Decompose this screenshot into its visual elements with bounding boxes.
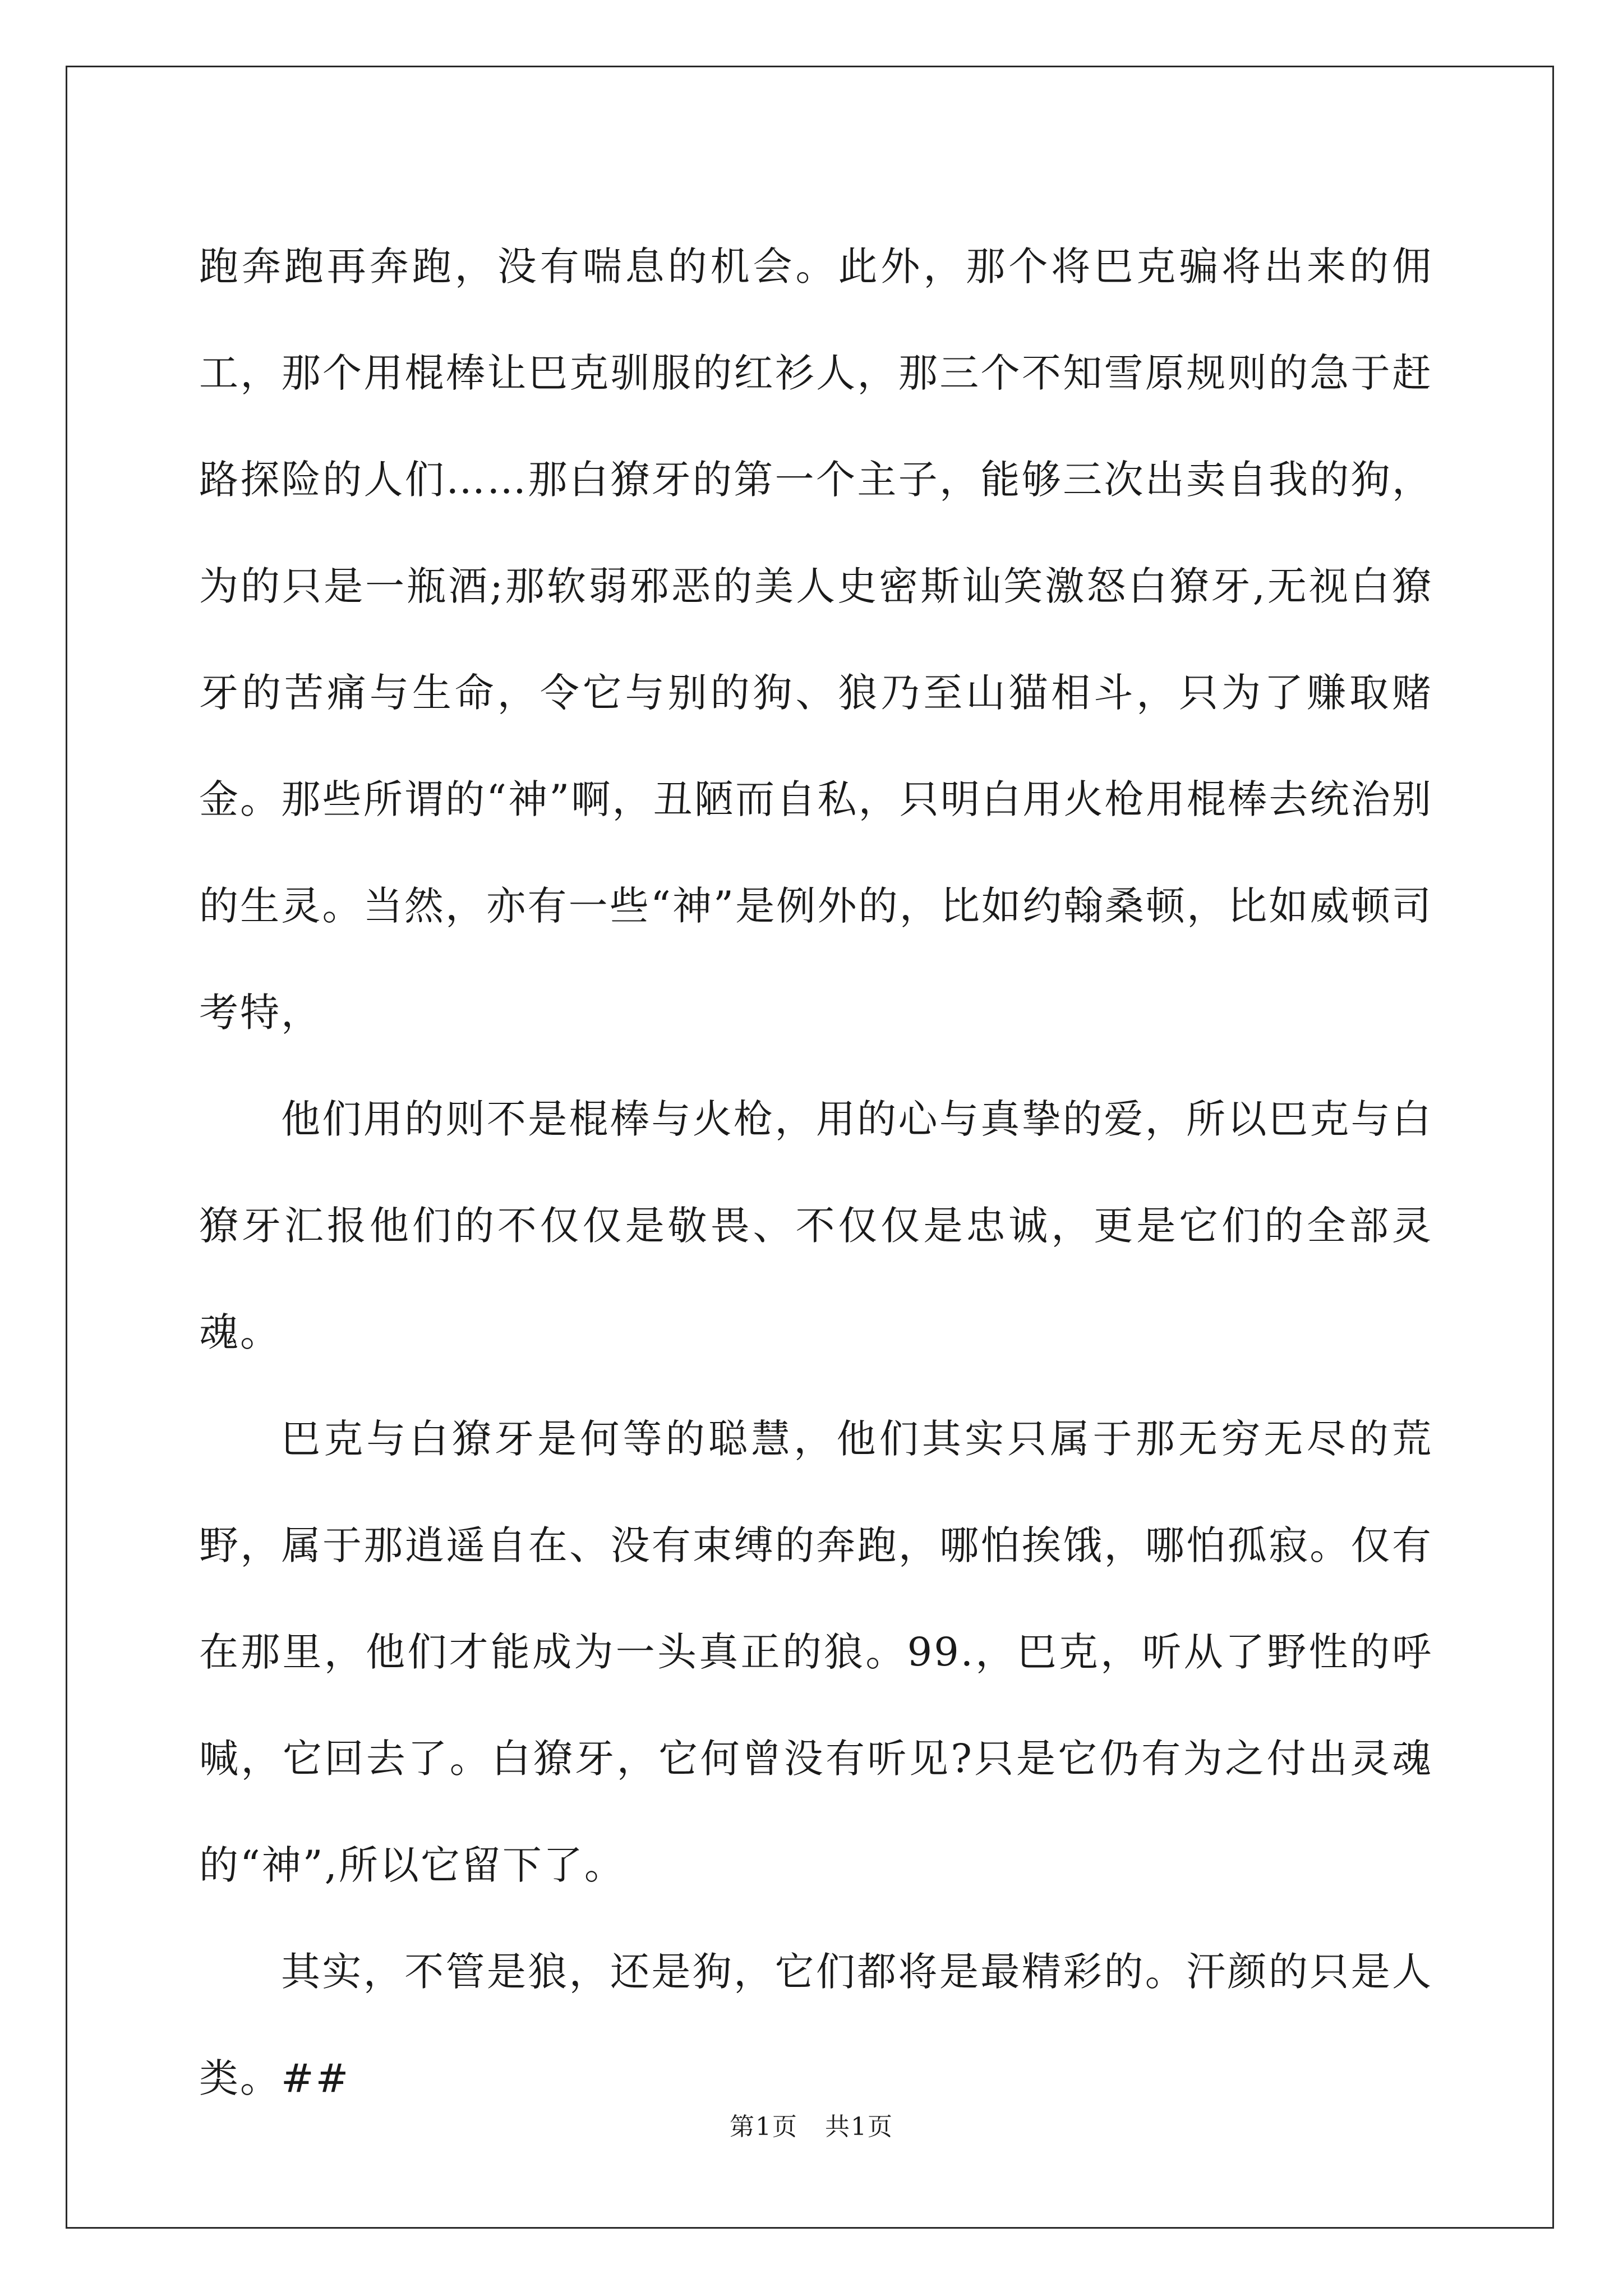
page-number-current: 第1页 [730,2113,798,2141]
paragraph-4: 其实，不管是狼，还是狗，它们都将是最精彩的。汗颜的只是人类。## [199,1949,1433,2101]
paragraph-3: 巴克与白獠牙是何等的聪慧，他们其实只属于那无穷无尽的荒野，属于那逍遥自在、没有束缚的奔跑，哪怕挨饿，哪怕孤寂。仅有在那里，他们才能成为一头真正的狼。99.，巴克，听从了野性的呼喊，它回去了。白獠牙，它何曾没有听见?只是它仍有为之付出灵魂的“神”,所以它留下了。 [199,1416,1433,1888]
document-body [199,213,1433,2132]
page-footer [0,2110,1623,2144]
page-number-total: 共1页 [825,2113,893,2141]
paragraph-1: 跑奔跑再奔跑，没有喘息的机会。此外，那个将巴克骗将出来的佣工，那个用棍棒让巴克驯服的红衫人，那三个不知雪原规则的急于赶路探险的人们……那白獠牙的第一个主子，能够三次出卖自我的狗，为的只是一瓶酒;那软弱邪恶的美人史密斯讪笑激怒白獠牙,无视白獠牙的苦痛与生命，令它与别的狗、狼乃至山猫相斗，只为了赚取赌金。那些所谓的“神”啊，丑陋而自私，只明白用火枪用棍棒去统治别的生灵。当然，亦有一些“神”是例外的，比如约翰桑顿，比如威顿司考特， [199,243,1433,1036]
paragraph-2: 他们用的则不是棍棒与火枪，用的心与真挚的爱，所以巴克与白獠牙汇报他们的不仅仅是敬畏、不仅仅是忠诚，更是它们的全部灵魂。 [199,1096,1433,1355]
